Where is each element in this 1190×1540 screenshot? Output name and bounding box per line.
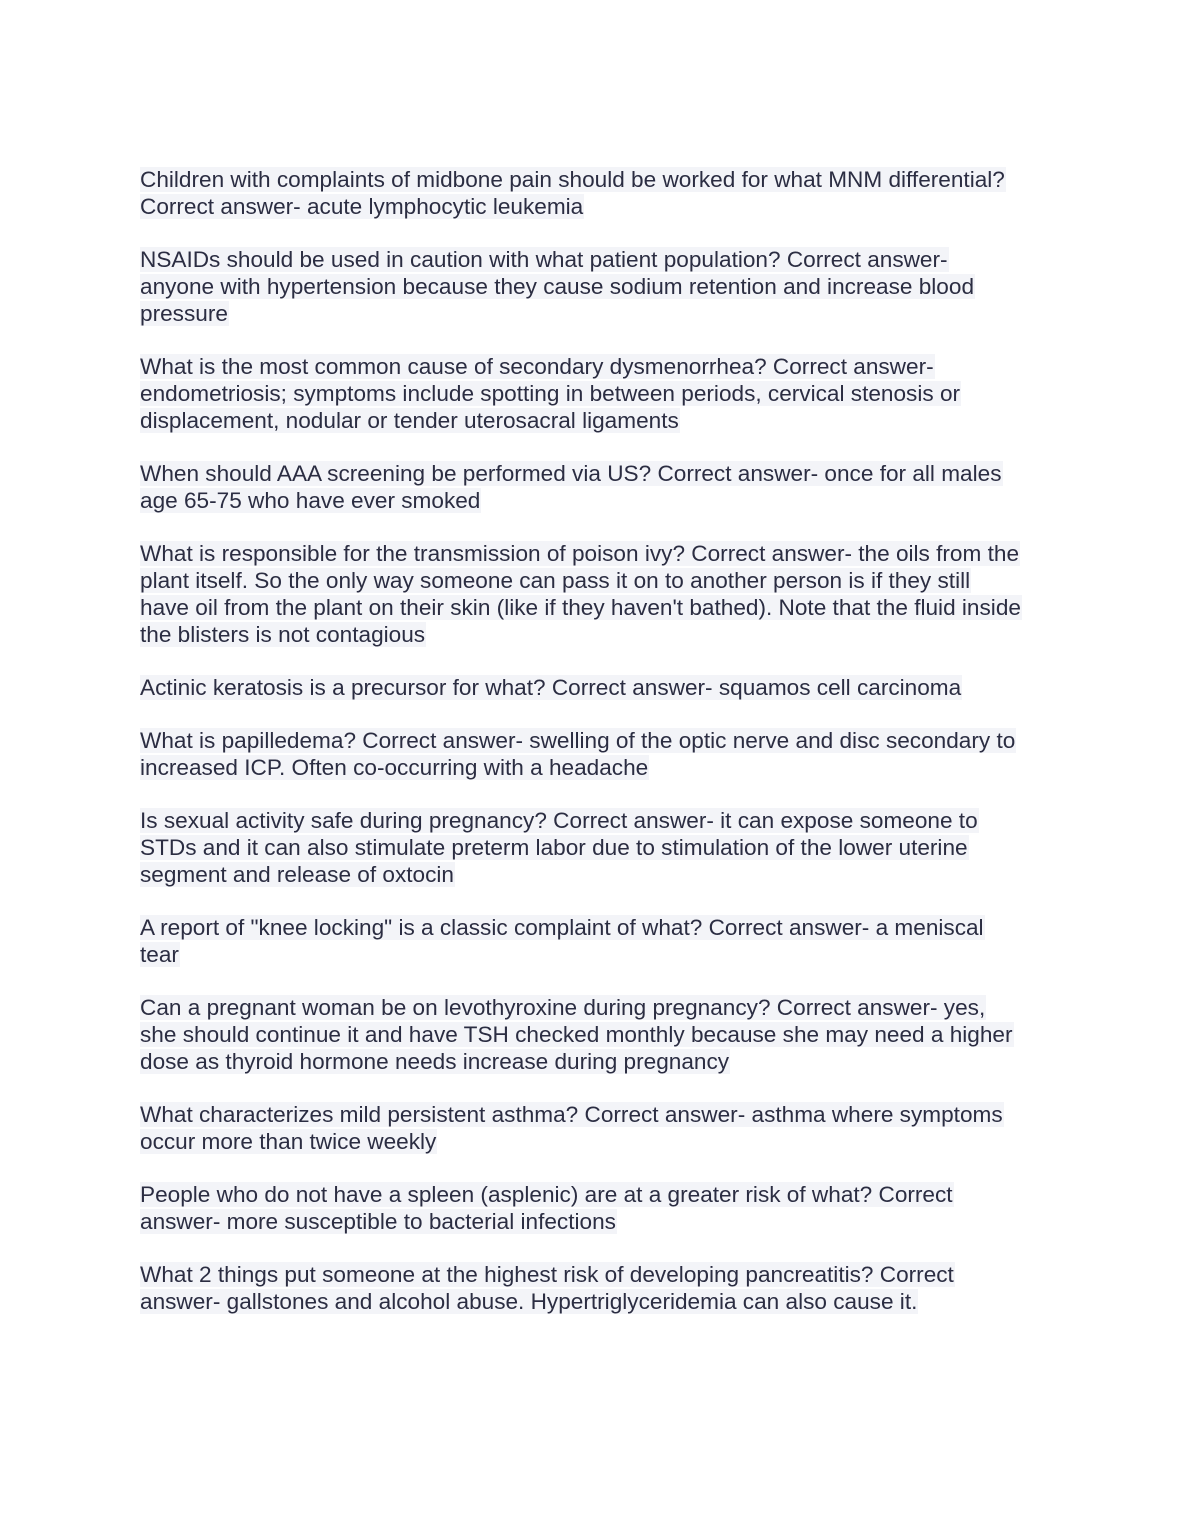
qa-item <box>140 1101 1060 1155</box>
text-line: segment and release of oxtocin <box>140 862 454 887</box>
text-line: Is sexual activity safe during pregnancy? Correct answer- it can expose someone to <box>140 808 978 833</box>
text-line: Actinic keratosis is a precursor for what? Correct answer- squamos cell carcinoma <box>140 675 962 700</box>
text-line: STDs and it can also stimulate preterm labor due to stimulation of the lower uterine <box>140 835 968 860</box>
qa-item <box>140 914 1060 968</box>
qa-item <box>140 1181 1060 1235</box>
text-line: NSAIDs should be used in caution with what patient population? Correct answer- <box>140 247 948 272</box>
text-line: People who do not have a spleen (asplenic) are at a greater risk of what? Correct <box>140 1182 953 1207</box>
text-line: occur more than twice weekly <box>140 1129 437 1154</box>
qa-item <box>140 246 1060 327</box>
text-line: Correct answer- acute lymphocytic leukemia <box>140 194 584 219</box>
text-line: What is the most common cause of secondary dysmenorrhea? Correct answer- <box>140 354 934 379</box>
text-line: What characterizes mild persistent asthma? Correct answer- asthma where symptoms <box>140 1102 1003 1127</box>
qa-item <box>140 166 1060 220</box>
text-line: anyone with hypertension because they cause sodium retention and increase blood <box>140 274 975 299</box>
text-line: tear <box>140 942 179 967</box>
text-line: age 65-75 who have ever smoked <box>140 488 481 513</box>
text-line: have oil from the plant on their skin (like if they haven't bathed). Note that the fluid inside <box>140 595 1021 620</box>
text-line: answer- gallstones and alcohol abuse. Hypertriglyceridemia can also cause it. <box>140 1289 918 1314</box>
text-line: the blisters is not contagious <box>140 622 426 647</box>
qa-item <box>140 727 1060 781</box>
document-page <box>140 166 1060 1341</box>
text-line: increased ICP. Often co-occurring with a headache <box>140 755 649 780</box>
text-line: displacement, nodular or tender uterosacral ligaments <box>140 408 679 433</box>
text-line: What 2 things put someone at the highest risk of developing pancreatitis? Correct <box>140 1262 954 1287</box>
text-line: What is responsible for the transmission of poison ivy? Correct answer- the oils from the <box>140 541 1020 566</box>
text-line: she should continue it and have TSH checked monthly because she may need a higher <box>140 1022 1013 1047</box>
qa-item <box>140 807 1060 888</box>
text-line: endometriosis; symptoms include spotting in between periods, cervical stenosis or <box>140 381 961 406</box>
text-line: Can a pregnant woman be on levothyroxine during pregnancy? Correct answer- yes, <box>140 995 986 1020</box>
qa-item <box>140 353 1060 434</box>
text-line: Children with complaints of midbone pain should be worked for what MNM differential? <box>140 167 1005 192</box>
qa-item <box>140 460 1060 514</box>
qa-item <box>140 994 1060 1075</box>
text-line: plant itself. So the only way someone can pass it on to another person is if they still <box>140 568 971 593</box>
qa-item <box>140 1261 1060 1315</box>
text-line: A report of "knee locking" is a classic complaint of what? Correct answer- a meniscal <box>140 915 984 940</box>
text-line: When should AAA screening be performed via US? Correct answer- once for all males <box>140 461 1002 486</box>
text-line: answer- more susceptible to bacterial infections <box>140 1209 616 1234</box>
text-line: What is papilledema? Correct answer- swelling of the optic nerve and disc secondary to <box>140 728 1016 753</box>
qa-item <box>140 674 1060 701</box>
text-line: pressure <box>140 301 228 326</box>
qa-item <box>140 540 1060 648</box>
text-line: dose as thyroid hormone needs increase during pregnancy <box>140 1049 730 1074</box>
